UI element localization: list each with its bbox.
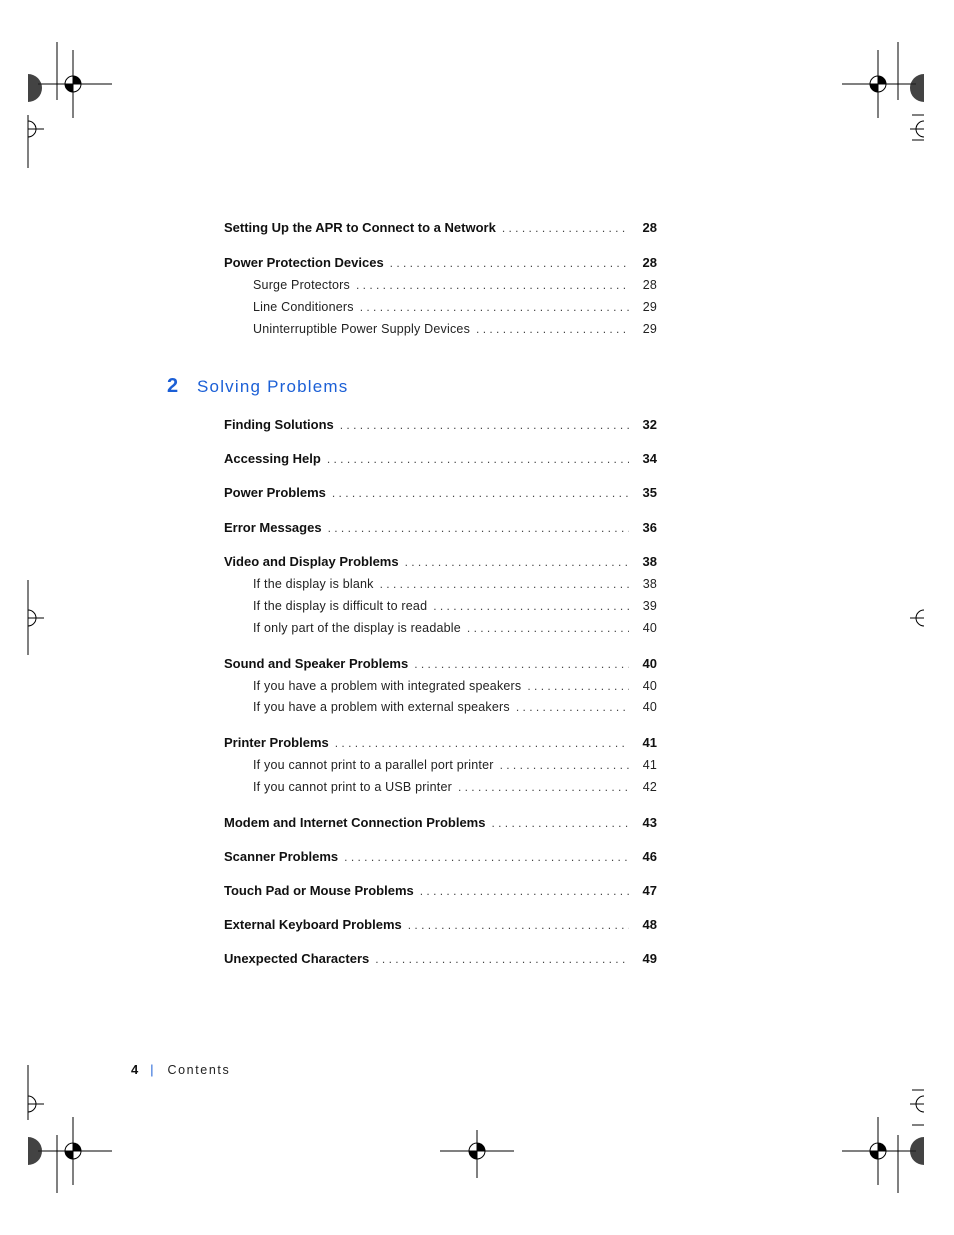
dot-leader — [332, 486, 629, 500]
toc-entry-title: Line Conditioners — [253, 300, 354, 314]
dot-leader — [356, 278, 629, 292]
dot-leader — [408, 918, 629, 932]
toc-entry-title: If only part of the display is readable — [253, 621, 461, 635]
toc-entry[interactable] — [224, 255, 657, 273]
toc-entry[interactable] — [224, 520, 657, 538]
toc-entry-page: 42 — [642, 780, 657, 794]
toc-entry-title: Power Protection Devices — [224, 255, 384, 270]
toc-subentry[interactable] — [253, 621, 657, 639]
toc-entry-page: 38 — [642, 554, 657, 569]
toc-entry[interactable] — [224, 849, 657, 867]
toc-subentry[interactable] — [253, 758, 657, 776]
toc-entry-title: Power Problems — [224, 485, 326, 500]
toc-entry[interactable] — [224, 735, 657, 753]
dot-leader — [500, 758, 629, 772]
dot-leader — [467, 621, 629, 635]
toc-entry-page: 40 — [642, 656, 657, 671]
chapter-title: Solving Problems — [197, 377, 349, 396]
toc-entry[interactable] — [224, 917, 657, 935]
toc-entry-title: If you cannot print to a USB printer — [253, 780, 452, 794]
toc-subentry[interactable] — [253, 577, 657, 595]
toc-entry[interactable] — [224, 815, 657, 833]
toc-entry-page: 40 — [642, 700, 657, 714]
toc-entry-title: If the display is blank — [253, 577, 374, 591]
toc-subentry[interactable] — [253, 278, 657, 296]
toc-entry-title: Finding Solutions — [224, 417, 334, 432]
dot-leader — [476, 322, 629, 336]
toc-subentry[interactable] — [253, 679, 657, 697]
toc-entry-title: Modem and Internet Connection Problems — [224, 815, 486, 830]
dot-leader — [458, 780, 629, 794]
toc-entry-page: 49 — [642, 951, 657, 966]
toc-entry-page: 36 — [642, 520, 657, 535]
toc-entry-page: 47 — [642, 883, 657, 898]
dot-leader — [527, 679, 629, 693]
toc-entry-title: Surge Protectors — [253, 278, 350, 292]
toc-entry-title: Scanner Problems — [224, 849, 339, 864]
dot-leader — [405, 555, 629, 569]
toc-entry-title: Error Messages — [224, 520, 322, 535]
dot-leader — [414, 657, 629, 671]
toc-entry-title: Sound and Speaker Problems — [224, 656, 409, 671]
toc-entry-title: If you have a problem with integrated speakers — [253, 679, 522, 693]
toc-entry[interactable] — [224, 883, 657, 901]
toc-subentry[interactable] — [253, 700, 657, 718]
toc-subentry[interactable] — [253, 300, 657, 318]
chapter-heading[interactable] — [167, 375, 348, 401]
toc-entry-title: If the display is difficult to read — [253, 599, 428, 613]
toc-entry-title: Accessing Help — [224, 451, 321, 466]
footer-page-number: 4 — [131, 1062, 139, 1077]
dot-leader — [360, 300, 629, 314]
toc-entry[interactable] — [224, 951, 657, 969]
toc-entry-title: External Keyboard Problems — [224, 917, 402, 932]
toc-entry-page: 29 — [642, 322, 657, 336]
toc-entry-page: 39 — [642, 599, 657, 613]
toc-entry-title: Setting Up the APR to Connect to a Network — [224, 220, 496, 235]
toc-entry-page: 28 — [642, 220, 657, 235]
toc-entry-title: Video and Display Problems — [224, 554, 399, 569]
dot-leader — [327, 452, 629, 466]
dot-leader — [433, 599, 629, 613]
toc-entry[interactable] — [224, 220, 657, 238]
toc-entry-page: 34 — [642, 451, 657, 466]
toc-entry[interactable] — [224, 485, 657, 503]
dot-leader — [344, 850, 629, 864]
dot-leader — [420, 884, 629, 898]
dot-leader — [340, 418, 629, 432]
toc-entry[interactable] — [224, 656, 657, 674]
toc-entry-page: 28 — [642, 255, 657, 270]
toc-entry-page: 28 — [642, 278, 657, 292]
toc-entry-page: 29 — [642, 300, 657, 314]
toc-entry-title: Printer Problems — [224, 735, 329, 750]
toc-entry-page: 46 — [642, 849, 657, 864]
toc-entry-page: 48 — [642, 917, 657, 932]
dot-leader — [328, 521, 629, 535]
footer-label: Contents — [167, 1063, 231, 1077]
toc-entry-page: 40 — [642, 621, 657, 635]
toc-entry-page: 41 — [642, 758, 657, 772]
dot-leader — [390, 256, 629, 270]
chapter-number: 2 — [167, 375, 179, 397]
page-footer — [131, 1062, 230, 1077]
toc-entry-title: If you cannot print to a parallel port printer — [253, 758, 494, 772]
dot-leader — [375, 952, 629, 966]
toc-entry[interactable] — [224, 554, 657, 572]
dot-leader — [380, 577, 629, 591]
toc-entry-page: 32 — [642, 417, 657, 432]
toc-entry-title: Uninterruptible Power Supply Devices — [253, 322, 471, 336]
toc-entry[interactable] — [224, 417, 657, 435]
toc-subentry[interactable] — [253, 322, 657, 340]
toc-entry-page: 35 — [642, 485, 657, 500]
toc-entry[interactable] — [224, 451, 657, 469]
dot-leader — [491, 816, 629, 830]
dot-leader — [516, 700, 629, 714]
toc-entry-title: If you have a problem with external speakers — [253, 700, 510, 714]
toc-subentry[interactable] — [253, 599, 657, 617]
toc-subentry[interactable] — [253, 780, 657, 798]
toc-entry-page: 38 — [642, 577, 657, 591]
dot-leader — [502, 221, 629, 235]
dot-leader — [335, 736, 629, 750]
footer-separator: | — [150, 1063, 154, 1077]
toc-entry-page: 40 — [642, 679, 657, 693]
toc-entry-page: 41 — [642, 735, 657, 750]
toc-entry-page: 43 — [642, 815, 657, 830]
toc-entry-title: Unexpected Characters — [224, 951, 370, 966]
toc-entry-title: Touch Pad or Mouse Problems — [224, 883, 414, 898]
